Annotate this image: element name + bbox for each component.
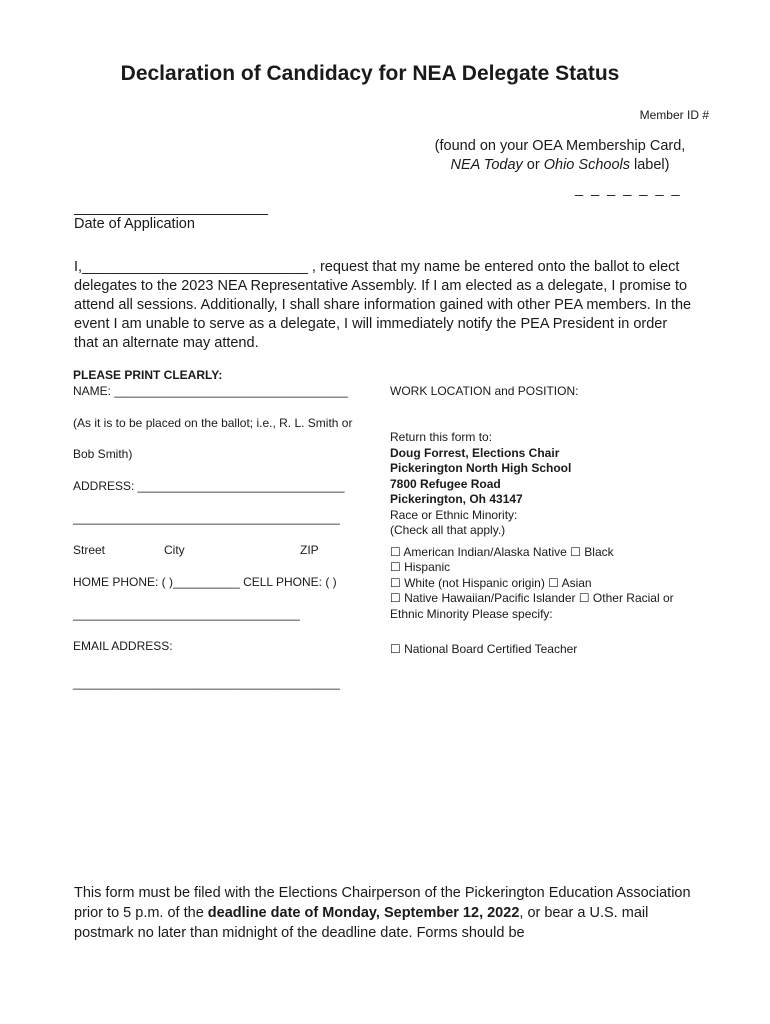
deadline-text-1: This form must be filed with the Elections Chairperson of the Pickerington Education Association prior to 5 p.m. of the bbox=[74, 885, 691, 921]
phone-fields[interactable]: HOME PHONE: ( )__________ CELL PHONE: ( ) bbox=[73, 575, 337, 589]
member-id-hint-line2 bbox=[380, 156, 740, 175]
zip-caption: ZIP bbox=[300, 543, 319, 557]
race-options-line1[interactable]: ☐ American Indian/Alaska Native ☐ Black bbox=[390, 544, 614, 559]
street-address: 7800 Refugee Road bbox=[390, 476, 501, 491]
race-options-line3[interactable]: ☐ White (not Hispanic origin) ☐ Asian bbox=[390, 575, 592, 590]
name-field[interactable]: NAME: ___________________________________ bbox=[73, 384, 348, 398]
city-caption: City bbox=[164, 543, 185, 557]
return-address-block bbox=[390, 430, 710, 622]
ballot-note-line2: Bob Smith) bbox=[73, 447, 133, 461]
race-options-line4[interactable]: ☐ Native Hawaiian/Pacific Islander ☐ Other Racial or bbox=[390, 591, 674, 605]
member-id-hint-line1: (found on your OEA Membership Card, bbox=[434, 138, 686, 154]
city-state-zip: Pickerington, Oh 43147 bbox=[390, 492, 523, 506]
deadline-text-2: , or bear a U.S. mail postmark no later than midnight of the deadline date. Forms should be bbox=[74, 905, 649, 941]
contact-name: Doug Forrest, Elections Chair bbox=[390, 445, 560, 460]
check-all-note: (Check all that apply.) bbox=[390, 523, 506, 537]
email-label: EMAIL ADDRESS: bbox=[73, 639, 173, 653]
ballot-note-line1: (As it is to be placed on the ballot; i.e., R. L. Smith or bbox=[73, 416, 353, 430]
ohio-schools-title: Ohio Schools bbox=[543, 157, 630, 173]
school-name: Pickerington North High School bbox=[390, 461, 572, 475]
print-clearly-heading: PLEASE PRINT CLEARLY: bbox=[73, 368, 223, 382]
date-of-application-line[interactable] bbox=[74, 214, 268, 215]
street-caption: Street bbox=[73, 543, 106, 557]
race-heading: Race or Ethnic Minority: bbox=[390, 507, 518, 522]
date-of-application-label: Date of Application bbox=[74, 216, 195, 232]
nea-today-title: NEA Today bbox=[450, 157, 523, 173]
nbct-checkbox[interactable]: ☐ National Board Certified Teacher bbox=[390, 642, 578, 656]
race-options-line5[interactable]: Ethnic Minority Please specify: bbox=[390, 606, 553, 621]
address-field[interactable]: ADDRESS: _______________________________ bbox=[73, 479, 345, 493]
work-location-field[interactable]: WORK LOCATION and POSITION: bbox=[390, 384, 579, 398]
email-line[interactable]: ________________________________________ bbox=[73, 676, 340, 690]
return-to-label: Return this form to: bbox=[390, 430, 493, 444]
race-options-line2[interactable]: ☐ Hispanic bbox=[390, 560, 451, 574]
member-id-blank[interactable]: _ _ _ _ _ _ _ bbox=[575, 181, 682, 197]
deadline-date: deadline date of Monday, September 12, 2022 bbox=[207, 905, 520, 921]
document-title: Declaration of Candidacy for NEA Delegate Status bbox=[120, 62, 620, 85]
phone-line[interactable]: __________________________________ bbox=[73, 607, 300, 621]
deadline-paragraph bbox=[74, 883, 704, 943]
label-end-text: label) bbox=[629, 157, 670, 173]
member-id-label: Member ID # bbox=[639, 108, 709, 122]
address-line-2[interactable]: ________________________________________ bbox=[73, 511, 340, 525]
request-paragraph: I,____________________________ , request that my name be entered onto the ballot to elect delegates to the 2023 NEA Representative Assembly. If I am elected as a delegate, I promise to attend all sessions. Additionally, I shall share information gained with other PEA members. In the event I am unable to serve as a delegate, I will immediately notify the PEA President in order that an alternate may attend. bbox=[74, 259, 692, 351]
member-id-hint bbox=[380, 137, 740, 175]
or-text: or bbox=[522, 157, 544, 173]
